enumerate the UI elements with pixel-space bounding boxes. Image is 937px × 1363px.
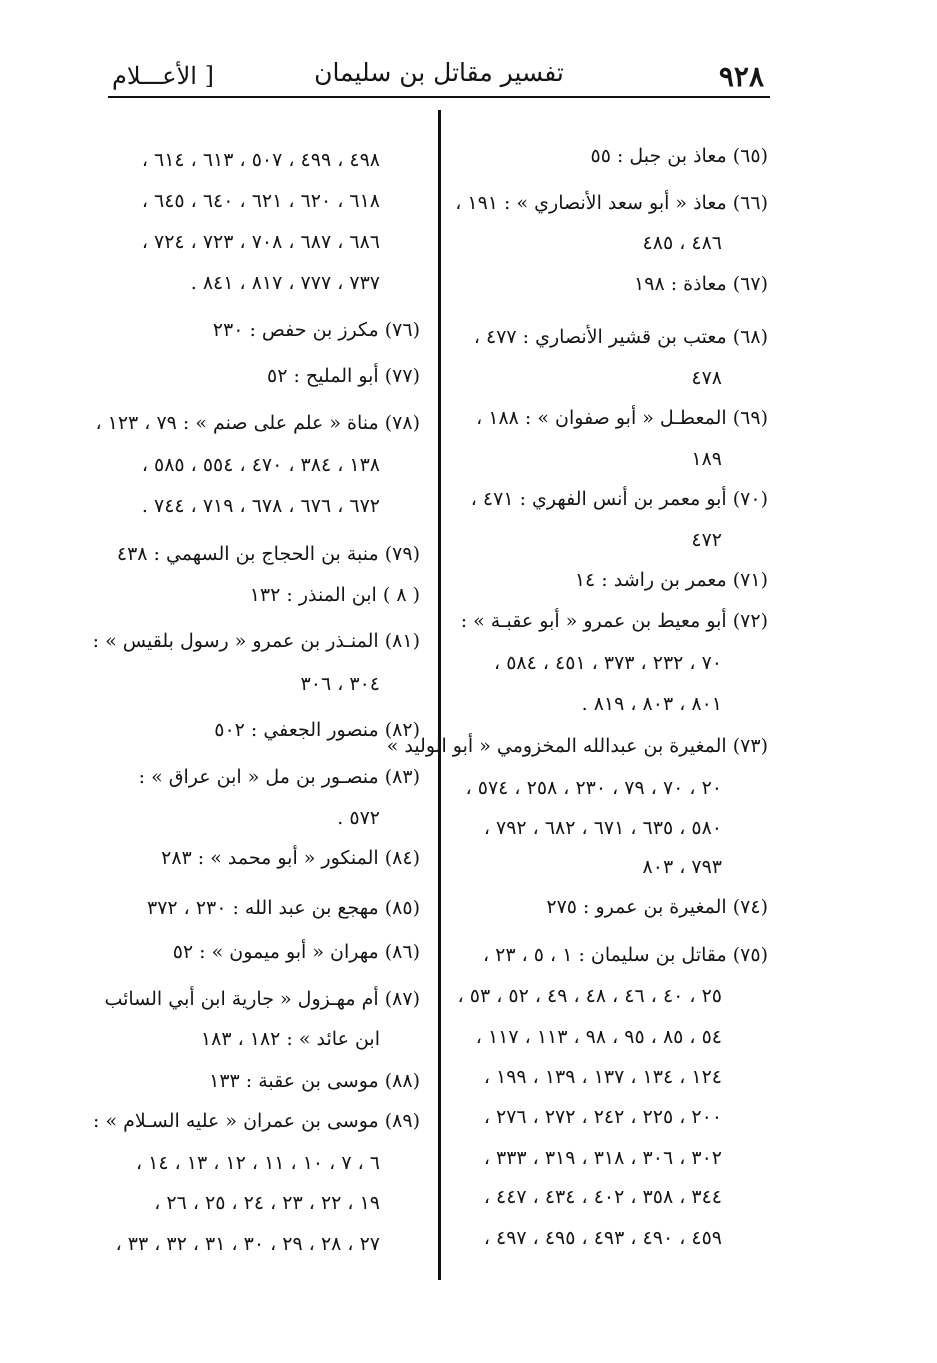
index-line: (٧٩) منبة بن الحجاج بن السهمي : ٤٣٨: [116, 543, 420, 565]
index-line: ٦٨٦ ، ٦٨٧ ، ٧٠٨ ، ٧٢٣ ، ٧٢٤ ،: [141, 231, 380, 253]
index-line: ابن عائد » : ١٨٢ ، ١٨٣: [200, 1028, 380, 1050]
index-line: (٦٦) معاذ « أبو سعد الأنصاري » : ١٩١ ،: [455, 192, 768, 214]
index-line: (٦٩) المعطـل « أبو صفوان » : ١٨٨ ،: [476, 407, 768, 429]
index-line: (٧٦) مكرز بن حفص : ٢٣٠: [212, 319, 420, 341]
index-line: ٣٠٢ ، ٣٠٦ ، ٣١٨ ، ٣١٩ ، ٣٣٣ ،: [483, 1147, 722, 1169]
index-line: ٥٤ ، ٨٥ ، ٩٥ ، ٩٨ ، ١١٣ ، ١١٧ ،: [475, 1026, 722, 1048]
page-number: ٩٢٨: [718, 60, 764, 93]
index-line: ٨٠١ ، ٨٠٣ ، ٨١٩ .: [581, 693, 722, 715]
index-line: (٦٧) معاذة : ١٩٨: [634, 273, 768, 295]
index-line: ٤٨٦ ، ٤٨٥: [642, 232, 722, 254]
index-line: (٧٢) أبو معيط بن عمرو « أبو عقبـة » :: [460, 610, 768, 632]
index-line: (٨٣) منصـور بن مل « ابن عراق » :: [138, 766, 420, 788]
index-line: (٨٨) موسى بن عقبة : ١٣٣: [209, 1070, 420, 1092]
index-line: ٦ ، ٧ ، ١٠ ، ١١ ، ١٢ ، ١٣ ، ١٤ ،: [135, 1152, 380, 1174]
index-line: (٨٥) مهجع بن عبد الله : ٢٣٠ ، ٣٧٢: [146, 897, 420, 919]
index-line: (٧١) معمر بن راشد : ١٤: [574, 569, 768, 591]
index-line: (٨٢) منصور الجعفي : ٥٠٢: [214, 719, 420, 741]
index-line: (٨٩) موسى بن عمران « عليه السـلام » :: [93, 1110, 420, 1132]
index-line: ( ٨ ) ابن المنذر : ١٣٢: [249, 584, 420, 606]
index-line: ٦١٨ ، ٦٢٠ ، ٦٢١ ، ٦٤٠ ، ٦٤٥ ،: [141, 190, 380, 212]
index-line: ١٩ ، ٢٢ ، ٢٣ ، ٢٤ ، ٢٥ ، ٢٦ ،: [154, 1192, 380, 1214]
index-line: (٧٠) أبو معمر بن أنس الفهري : ٤٧١ ،: [470, 488, 768, 510]
index-line: ٧٣٧ ، ٧٧٧ ، ٨١٧ ، ٨٤١ .: [190, 272, 380, 294]
index-line: ٥٨٠ ، ٦٣٥ ، ٦٧١ ، ٦٨٢ ، ٧٩٢ ،: [483, 817, 722, 839]
index-line: ٥٧٢ .: [337, 807, 380, 829]
index-line: ٢٧ ، ٢٨ ، ٢٩ ، ٣٠ ، ٣١ ، ٣٢ ، ٣٣ ،: [115, 1233, 380, 1255]
index-line: ٧٠ ، ٢٣٢ ، ٣٧٣ ، ٤٥١ ، ٥٨٤ ،: [494, 652, 722, 674]
index-line: (٧٣) المغيرة بن عبدالله المخزومي « أبو الوليد »: [386, 735, 768, 757]
index-line: (٨٧) أم مهـزول « جارية ابن أبي السائب: [104, 988, 420, 1010]
index-line: (٦٨) معتب بن قشير الأنصاري : ٤٧٧ ،: [473, 326, 768, 348]
index-line: ٣٠٤ ، ٣٠٦: [300, 673, 380, 695]
index-line: ٣٤٤ ، ٣٥٨ ، ٤٠٢ ، ٤٣٤ ، ٤٤٧ ،: [483, 1186, 722, 1208]
index-line: ١٢٤ ، ١٣٤ ، ١٣٧ ، ١٣٩ ، ١٩٩ ،: [483, 1066, 722, 1088]
index-line: (٧٧) أبو المليح : ٥٢: [267, 365, 420, 387]
index-line: ٢٠ ، ٧٠ ، ٧٩ ، ٢٣٠ ، ٢٥٨ ، ٥٧٤ ،: [465, 777, 722, 799]
index-line: ٤٥٩ ، ٤٩٠ ، ٤٩٣ ، ٤٩٥ ، ٤٩٧ ،: [483, 1227, 722, 1249]
section-title: [ الأعـــلام: [112, 62, 214, 90]
index-line: ٤٧٢: [691, 529, 722, 551]
index-line: (٨٤) المنكور « أبو محمد » : ٢٨٣: [161, 847, 420, 869]
index-line: ٧٩٣ ، ٨٠٣: [642, 856, 722, 878]
column-divider: [438, 110, 441, 1280]
index-line: (٨١) المنـذر بن عمرو « رسول بلقيس » :: [92, 630, 420, 652]
header-rule: [108, 96, 770, 98]
index-line: (٧٥) مقاتل بن سليمان : ١ ، ٥ ، ٢٣ ،: [482, 944, 768, 966]
book-title: تفسير مقاتل بن سليمان: [314, 58, 564, 87]
running-header: [108, 52, 770, 96]
index-line: (٧٤) المغيرة بن عمرو : ٢٧٥: [546, 896, 768, 918]
index-line: ٦٧٢ ، ٦٧٦ ، ٦٧٨ ، ٧١٩ ، ٧٤٤ .: [141, 495, 380, 517]
index-line: ٢٠٠ ، ٢٢٥ ، ٢٤٢ ، ٢٧٢ ، ٢٧٦ ،: [483, 1106, 722, 1128]
index-line: ٢٥ ، ٤٠ ، ٤٦ ، ٤٨ ، ٤٩ ، ٥٢ ، ٥٣ ،: [457, 985, 722, 1007]
index-line: (٦٥) معاذ بن جبل : ٥٥: [590, 145, 768, 167]
index-line: ٤٧٨: [691, 367, 722, 389]
index-line: ٤٩٨ ، ٤٩٩ ، ٥٠٧ ، ٦١٣ ، ٦١٤ ،: [141, 149, 380, 171]
index-line: ١٣٨ ، ٣٨٤ ، ٤٧٠ ، ٥٥٤ ، ٥٨٥ ،: [141, 454, 380, 476]
index-line: (٧٨) مناة « علم على صنم » : ٧٩ ، ١٢٣ ،: [95, 412, 420, 434]
index-line: ١٨٩: [691, 448, 722, 470]
index-line: (٨٦) مهران « أبو ميمون » : ٥٢: [172, 941, 420, 963]
